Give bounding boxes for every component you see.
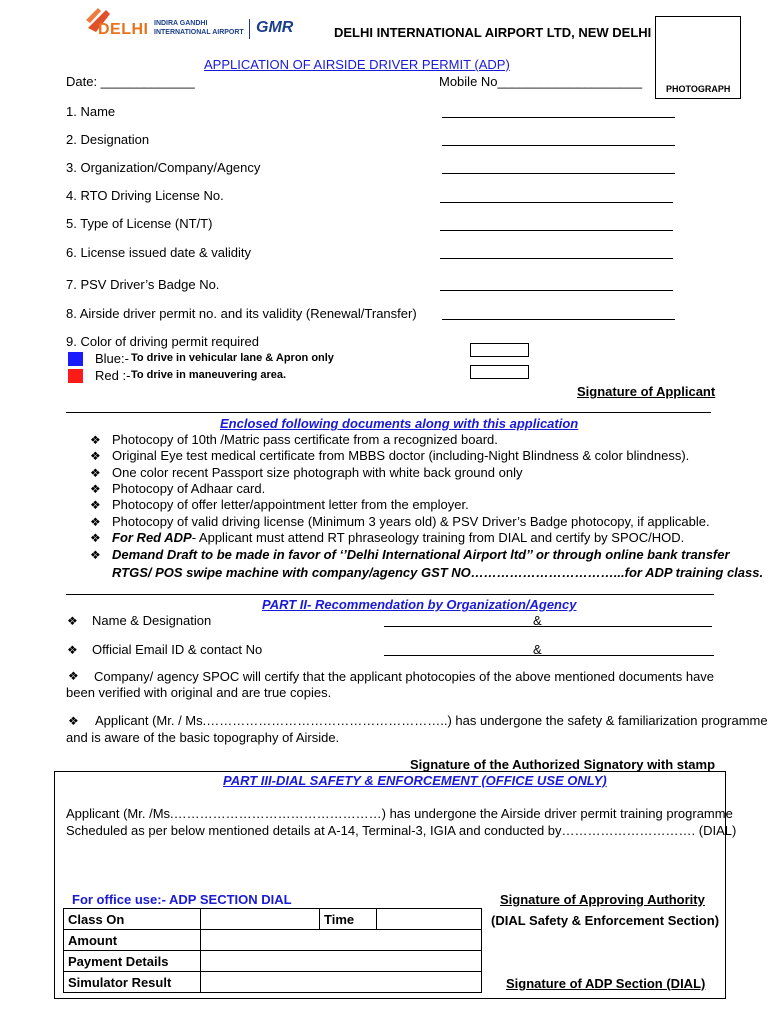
doc-item: Photocopy of valid driving license (Minimum 3 years old) & PSV Driver’s Badge photocopy, if applicable. — [112, 514, 710, 529]
part3-title: PART III-DIAL SAFETY & ENFORCEMENT (OFFICE USE ONLY) — [223, 773, 607, 788]
doc-item: Photocopy of Adhaar card. — [112, 481, 266, 496]
field-organization-line[interactable] — [442, 173, 675, 174]
field-psv-badge: 7. PSV Driver’s Badge No. — [66, 277, 220, 292]
field-license-validity: 6. License issued date & validity — [66, 245, 251, 260]
sig-approving: Signature of Approving Authority — [500, 892, 705, 907]
color-permit-label: 9. Color of driving permit required — [66, 334, 259, 349]
red-description: To drive in maneuvering area. — [131, 369, 287, 381]
doc-item: One color recent Passport size photograph with white back ground only — [112, 465, 523, 480]
enclosed-title: Enclosed following documents along with this application — [220, 416, 579, 431]
doc-item-red-adp — [112, 530, 684, 545]
bullet-icon: ❖ — [90, 449, 101, 463]
logo-sub1: INDIRA GANDHI — [154, 20, 208, 27]
blue-checkbox[interactable] — [470, 343, 529, 357]
field-rto-license-line[interactable] — [440, 202, 673, 203]
part2-email-line[interactable] — [384, 655, 714, 656]
bullet-icon: ❖ — [90, 482, 101, 496]
office-use-label: For office use:- ADP SECTION DIAL — [72, 892, 292, 907]
time-label: Time — [320, 909, 377, 930]
part2-spoc-line2: been verified with original and are true copies. — [66, 685, 332, 700]
amount-value[interactable] — [201, 930, 482, 951]
date-label[interactable]: Date: _____________ — [66, 74, 195, 89]
signature-applicant: Signature of Applicant — [577, 384, 716, 399]
part2-spoc-line1: Company/ agency SPOC will certify that the applicant photocopies of the above mentioned documents have — [94, 669, 715, 684]
field-license-validity-line[interactable] — [440, 258, 673, 259]
bullet-icon: ❖ — [90, 466, 101, 480]
field-organization: 3. Organization/Company/Agency — [66, 160, 261, 175]
field-name-line[interactable] — [442, 117, 675, 118]
part2-signature: Signature of the Authorized Signatory with stamp — [410, 757, 716, 772]
bullet-icon: ❖ — [90, 498, 101, 512]
field-psv-badge-line[interactable] — [440, 290, 673, 291]
logo — [84, 6, 300, 40]
simulator-label: Simulator Result — [64, 972, 201, 993]
part2-name-line[interactable] — [384, 626, 712, 627]
bullet-icon: ❖ — [67, 614, 78, 628]
photograph-label: PHOTOGRAPH — [666, 84, 731, 94]
doc-item: Photocopy of offer letter/appointment letter from the employer. — [112, 497, 469, 512]
bullet-icon: ❖ — [90, 548, 101, 562]
red-prefix: Red :- — [95, 368, 131, 383]
office-use-table — [63, 908, 482, 993]
part2-applicant-line2: and is aware of the basic topography of Airside. — [66, 730, 340, 745]
bullet-icon: ❖ — [67, 643, 78, 657]
logo-gmr: GMR — [256, 19, 294, 36]
org-title: DELHI INTERNATIONAL AIRPORT LTD, NEW DELHI — [334, 25, 652, 40]
red-color-swatch — [68, 369, 83, 383]
class-on-label: Class On — [64, 909, 201, 930]
doc-item: Original Eye test medical certificate from MBBS doctor (including-Night Blindness & color blindness). — [112, 448, 690, 463]
sig-adp-section: Signature of ADP Section (DIAL) — [506, 976, 706, 991]
bullet-icon: ❖ — [68, 714, 79, 728]
field-permit-validity: 8. Airside driver permit no. and its validity (Renewal/Transfer) — [66, 306, 417, 321]
doc-red-adp-rest: - Applicant must attend RT phraseology training from DIAL and certify by SPOC/HOD. — [191, 530, 685, 545]
logo-sub2: INTERNATIONAL AIRPORT — [154, 29, 244, 36]
part2-amp: & — [533, 642, 542, 657]
logo-divider — [249, 19, 250, 39]
field-license-type-line[interactable] — [440, 230, 673, 231]
logo-delhi: DELHI — [98, 21, 149, 38]
payment-label: Payment Details — [64, 951, 201, 972]
part2-email-contact: Official Email ID & contact No — [92, 642, 263, 657]
doc-dd-line1: Demand Draft to be made in favor of ‘’Delhi International Airport ltd’’ or through online bank transfer — [112, 547, 730, 562]
amount-label: Amount — [64, 930, 201, 951]
part3-line2: Scheduled as per below mentioned details at A-14, Terminal-3, IGIA and conducted by…………………………. (DIAL) — [66, 823, 737, 838]
part2-applicant-line1: Applicant (Mr. / Ms.………………………………………………..) has undergone the safety & familiarization programme — [95, 713, 768, 728]
simulator-value[interactable] — [201, 972, 482, 993]
doc-dd-line2: RTGS/ POS swipe machine with company/agency GST NO……………………………...for ADP training class. — [112, 565, 764, 580]
separator-2 — [66, 594, 714, 595]
field-permit-validity-line[interactable] — [442, 319, 675, 320]
part3-line1: Applicant (Mr. /Ms.…………………………………………) has undergone the Airside driver permit training programme — [66, 806, 733, 821]
field-designation-line[interactable] — [442, 145, 675, 146]
doc-item: Photocopy of 10th /Matric pass certificate from a recognized board. — [112, 432, 498, 447]
payment-value[interactable] — [201, 951, 482, 972]
blue-description: To drive in vehicular lane & Apron only — [131, 352, 334, 364]
field-license-type: 5. Type of License (NT/T) — [66, 216, 213, 231]
bullet-icon: ❖ — [68, 669, 79, 683]
blue-prefix: Blue:- — [95, 351, 129, 366]
form-title: APPLICATION OF AIRSIDE DRIVER PERMIT (ADP) — [204, 57, 510, 72]
part2-name-designation: Name & Designation — [92, 613, 212, 628]
separator-1 — [66, 412, 711, 413]
field-name: 1. Name — [66, 104, 116, 119]
sig-approving-sub: (DIAL Safety & Enforcement Section) — [491, 913, 720, 928]
part2-amp: & — [533, 613, 542, 628]
field-rto-license: 4. RTO Driving License No. — [66, 188, 224, 203]
doc-red-adp-bold: For Red ADP — [112, 530, 192, 545]
blue-color-swatch — [68, 352, 83, 366]
time-value[interactable] — [377, 909, 482, 930]
bullet-icon: ❖ — [90, 515, 101, 529]
bullet-icon: ❖ — [90, 531, 101, 545]
part2-title: PART II- Recommendation by Organization/Agency — [262, 597, 577, 612]
class-on-value[interactable] — [201, 909, 320, 930]
photograph-box — [655, 16, 741, 99]
red-checkbox[interactable] — [470, 365, 529, 379]
bullet-icon: ❖ — [90, 433, 101, 447]
field-designation: 2. Designation — [66, 132, 150, 147]
mobile-label[interactable]: Mobile No____________________ — [439, 74, 643, 89]
